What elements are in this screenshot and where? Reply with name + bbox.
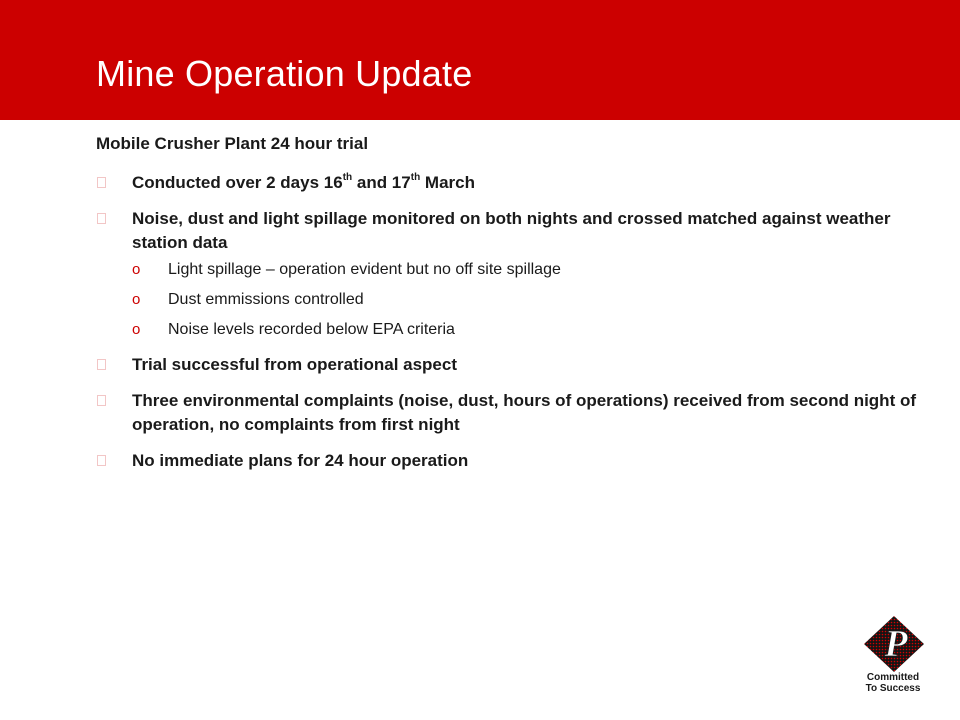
bullet-text: No immediate plans for 24 hour operation: [132, 451, 469, 470]
slide-content: [96, 131, 916, 485]
logo-tagline-line: To Success: [865, 683, 921, 694]
bullet-marker-icon: [97, 359, 106, 370]
company-logo: [854, 612, 938, 704]
bullet-item-conducted: [96, 171, 916, 195]
bullet-text: Three environmental complaints (noise, dust, hours of operations) received from second night of operation, no complaints from first night: [132, 391, 917, 434]
bullet-marker-icon: [97, 395, 106, 406]
bullet-text: Noise, dust and light spillage monitored on both nights and crossed matched against weather station data: [132, 209, 891, 252]
slide-subtitle: Mobile Crusher Plant 24 hour trial: [96, 134, 369, 153]
bullet-text: Trial successful from operational aspect: [132, 355, 458, 374]
header-band: [0, 0, 960, 120]
bullet-text-prefix: Conducted over 2 days 16: [132, 173, 343, 192]
bullet-marker-icon: [97, 177, 106, 188]
bullet-marker-icon: [97, 213, 106, 224]
bullet-text-suffix: March: [420, 173, 475, 192]
circle-bullet-icon: o: [132, 321, 141, 338]
bullet-item-trial-success: [96, 353, 916, 377]
sub-bullet-item: [132, 259, 916, 281]
page-title: Mine Operation Update: [96, 53, 473, 94]
sub-bullet-text: Noise levels recorded below EPA criteria: [168, 321, 455, 338]
sub-bullet-list: [132, 259, 916, 341]
logo-tagline: [854, 672, 932, 694]
diamond-p-logo-icon: [854, 612, 934, 674]
bullet-item-no-plans: [96, 449, 916, 473]
sub-bullet-text: Light spillage – operation evident but no off site spillage: [168, 261, 561, 278]
bullet-item-monitoring: [96, 207, 916, 341]
bullet-marker-icon: [97, 455, 106, 466]
ordinal-suffix: th: [342, 172, 353, 184]
sub-bullet-text: Dust emmissions controlled: [168, 291, 364, 308]
sub-bullet-item: [132, 319, 916, 341]
bullet-item-complaints: [96, 389, 916, 437]
ordinal-suffix: th: [410, 172, 421, 184]
circle-bullet-icon: o: [132, 291, 141, 308]
logo-letter: P: [884, 623, 908, 665]
logo-tagline-line: Committed: [866, 672, 920, 683]
circle-bullet-icon: o: [132, 261, 141, 278]
bullet-text-mid: and 17: [352, 173, 411, 192]
sub-bullet-item: [132, 289, 916, 311]
